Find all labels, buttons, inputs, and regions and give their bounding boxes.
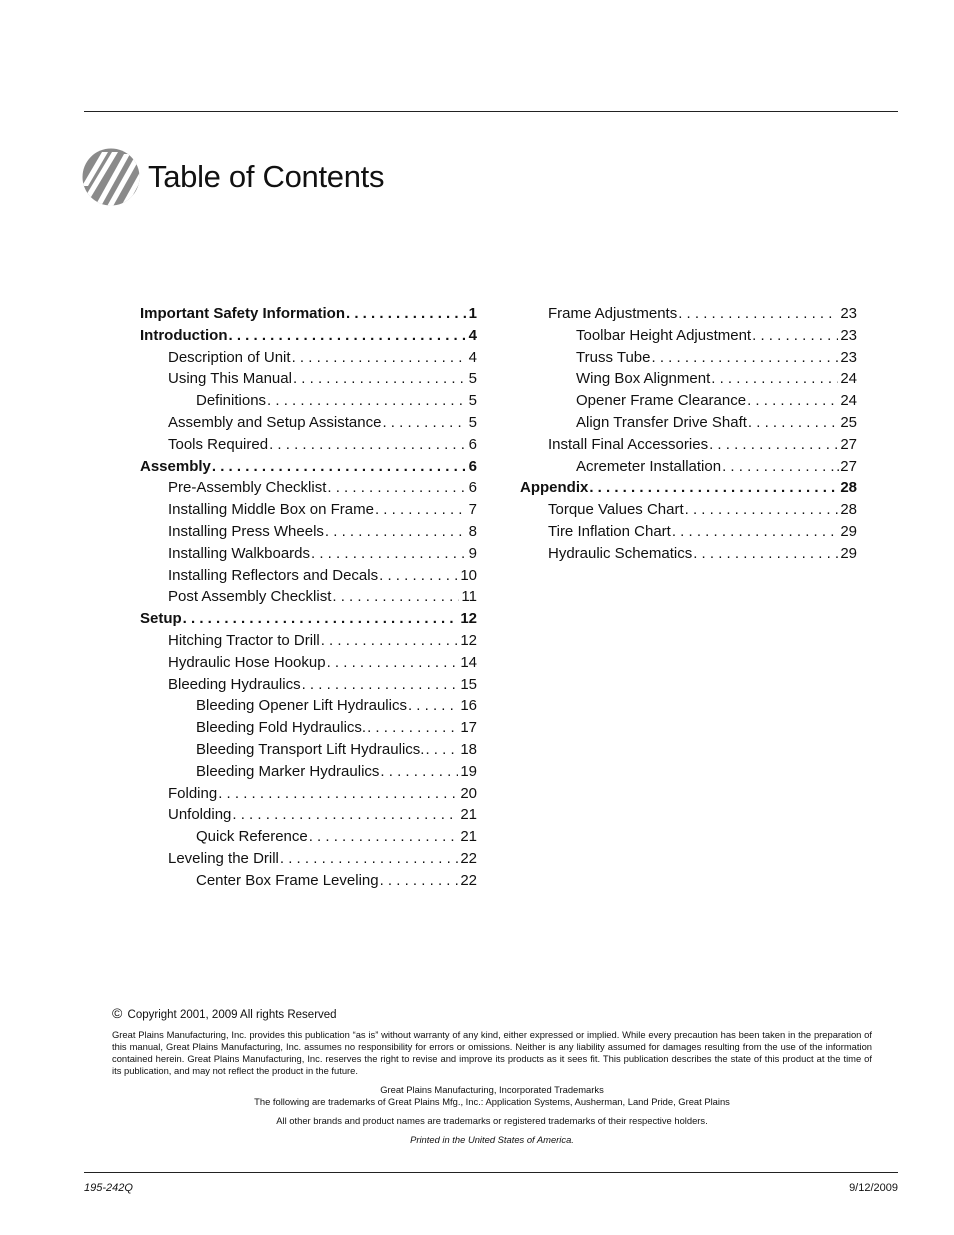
toc-entry [140, 477, 477, 499]
printed-note: Printed in the United States of America. [410, 1134, 574, 1145]
toc-entry [140, 565, 477, 587]
toc-entry-title: Quick Reference [196, 828, 308, 846]
toc-entry-title: Wing Box Alignment [576, 370, 711, 388]
toc-entry-page: 25 [840, 413, 857, 431]
toc-leader-dots [685, 499, 839, 521]
toc-entry-page: 4 [468, 348, 477, 366]
toc-entry [520, 347, 857, 369]
toc-leader-dots [747, 390, 838, 412]
toc-entry-page: 5 [468, 370, 477, 388]
toc-entry-page: 5 [468, 392, 477, 410]
toc-leader-dots [693, 543, 838, 565]
toc-leader-dots [311, 543, 467, 565]
toc-leader-dots [711, 368, 838, 390]
toc-entry-page: 1 [468, 305, 477, 322]
toc-right-column [520, 303, 857, 565]
toc-entry-title: Install Final Accessories [548, 435, 709, 453]
trademarks-heading: Great Plains Manufacturing, Incorporated Trademarks [380, 1084, 604, 1095]
toc-entry [140, 543, 477, 565]
toc-entry-page: 15 [460, 675, 477, 693]
toc-entry-page: 20 [460, 784, 477, 802]
toc-leader-dots [709, 434, 838, 456]
toc-entry-page: 22 [460, 871, 477, 889]
toc-leader-dots [183, 608, 459, 630]
toc-entry-title: Acremeter Installation [576, 457, 722, 475]
toc-entry [140, 586, 477, 608]
toc-entry-page: 21 [460, 806, 477, 824]
toc-leader-dots [302, 674, 459, 696]
toc-leader-dots [293, 368, 467, 390]
toc-entry [520, 543, 857, 565]
toc-entry [520, 368, 857, 390]
toc-entry [140, 652, 477, 674]
toc-leader-dots [375, 499, 467, 521]
toc-entry [520, 456, 857, 478]
toc-leader-dots [382, 412, 466, 434]
toc-entry [520, 303, 857, 325]
copyright-symbol: © [112, 1005, 123, 1021]
toc-leader-dots [280, 848, 458, 870]
toc-entry-page: 12 [460, 610, 477, 628]
toc-left-column [140, 303, 477, 892]
other-brands-note: All other brands and product names are trademarks or registered trademarks of their respective holders. [276, 1115, 708, 1126]
toc-entry-page: 9 [468, 544, 477, 562]
toc-entry [140, 412, 477, 434]
toc-entry-page: 4 [468, 326, 477, 344]
toc-entry-title: Installing Walkboards [168, 544, 311, 562]
toc-entry-title: Important Safety Information [140, 305, 346, 322]
toc-entry-title: Assembly [140, 457, 211, 475]
toc-entry [140, 674, 477, 696]
toc-entry-page: 29 [840, 544, 857, 562]
toc-entry-page: 11 [461, 588, 477, 606]
toc-entry [140, 739, 477, 761]
toc-entry-page: 8 [468, 522, 477, 540]
great-plains-logo-icon [82, 148, 140, 206]
toc-entry-page: 27 [840, 435, 857, 453]
copyright-text: Copyright 2001, 2009 All rights Reserved [127, 1009, 337, 1021]
toc-leader-dots [380, 870, 459, 892]
toc-entry-page: 28 [840, 479, 857, 497]
toc-entry-page: 6 [468, 435, 477, 453]
toc-leader-dots [325, 521, 467, 543]
toc-entry [140, 761, 477, 783]
toc-leader-dots [321, 630, 459, 652]
toc-leader-dots [269, 434, 467, 456]
toc-entry-page: 6 [468, 457, 477, 475]
toc-leader-dots [367, 717, 458, 739]
toc-entry [140, 804, 477, 826]
toc-entry-title: Appendix [520, 479, 589, 497]
toc-entry [520, 477, 857, 499]
toc-entry [520, 390, 857, 412]
toc-entry [140, 325, 477, 347]
toc-entry-page: 6 [468, 479, 477, 497]
toc-entry-page: 14 [460, 653, 477, 671]
toc-entry-page: 24 [840, 392, 857, 410]
toc-entry-title: Align Transfer Drive Shaft [576, 413, 747, 431]
toc-entry-page: 10 [460, 566, 477, 584]
toc-entry-title: Center Box Frame Leveling [196, 871, 379, 889]
toc-entry-title: Using This Manual [168, 370, 292, 388]
toc-entry-page: 28 [840, 501, 857, 519]
toc-entry [140, 826, 477, 848]
document-date: 9/12/2009 [849, 1182, 898, 1194]
toc-leader-dots [672, 521, 838, 543]
toc-entry-title: Bleeding Fold Hydraulics. [196, 719, 367, 737]
toc-entry [140, 456, 477, 478]
toc-entry [520, 499, 857, 521]
toc-entry-page: 12 [460, 631, 477, 649]
toc-entry [140, 717, 477, 739]
toc-leader-dots [292, 347, 467, 369]
toc-entry-title: Installing Press Wheels [168, 522, 324, 540]
toc-entry [520, 434, 857, 456]
top-rule [84, 111, 898, 112]
toc-entry-title: Bleeding Marker Hydraulics [196, 762, 380, 780]
toc-entry [140, 848, 477, 870]
toc-leader-dots [425, 739, 458, 761]
toc-entry-title: Opener Frame Clearance [576, 392, 747, 410]
toc-entry-page: 17 [460, 719, 477, 737]
toc-entry-page: 16 [460, 697, 477, 715]
toc-entry-page: 24 [840, 370, 857, 388]
toc-leader-dots [212, 456, 467, 478]
bottom-rule [84, 1172, 898, 1173]
toc-leader-dots [752, 325, 838, 347]
toc-entry-title: Pre-Assembly Checklist [168, 479, 327, 497]
toc-entry [140, 434, 477, 456]
toc-entry-title: Toolbar Height Adjustment [576, 326, 752, 344]
toc-leader-dots [327, 652, 459, 674]
toc-leader-dots [332, 586, 459, 608]
toc-entry-title: Setup [140, 610, 182, 628]
toc-entry-title: Installing Reflectors and Decals [168, 566, 379, 584]
toc-leader-dots [309, 826, 459, 848]
toc-entry-title: Installing Middle Box on Frame [168, 501, 374, 519]
toc-entry-title: Hydraulic Hose Hookup [168, 653, 326, 671]
document-number: 195-242Q [84, 1182, 133, 1194]
toc-entry-title: Frame Adjustments [548, 305, 678, 322]
toc-entry-title: Tire Inflation Chart [548, 522, 671, 540]
toc-entry-page: 21 [460, 828, 477, 846]
toc-entry-title: Hydraulic Schematics [548, 544, 693, 562]
toc-entry-title: Bleeding Hydraulics [168, 675, 301, 693]
toc-entry-page: 23 [840, 305, 857, 322]
toc-entry-title: Assembly and Setup Assistance [168, 413, 382, 431]
toc-entry-title: Torque Values Chart [548, 501, 684, 519]
toc-entry-title: Post Assembly Checklist [168, 588, 332, 606]
toc-entry [140, 608, 477, 630]
toc-leader-dots [380, 761, 458, 783]
toc-entry-title: Hitching Tractor to Drill [168, 631, 320, 649]
toc-entry-title: Bleeding Opener Lift Hydraulics [196, 697, 407, 715]
trademarks-list: The following are trademarks of Great Plains Mfg., Inc.: Application Systems, Ausherman, Land Pride, Great Plains [254, 1096, 730, 1107]
toc-entry [140, 499, 477, 521]
toc-entry [140, 695, 477, 717]
toc-entry-page: 5 [468, 413, 477, 431]
toc-leader-dots [379, 565, 458, 587]
toc-leader-dots [748, 412, 838, 434]
toc-entry [520, 412, 857, 434]
toc-entry [140, 521, 477, 543]
toc-leader-dots [232, 804, 458, 826]
toc-entry [140, 347, 477, 369]
toc-leader-dots [218, 783, 458, 805]
toc-entry-page: 23 [840, 348, 857, 366]
toc-leader-dots [408, 695, 458, 717]
toc-entry-title: Leveling the Drill [168, 849, 279, 867]
toc-entry-page: 22 [460, 849, 477, 867]
toc-entry-title: Description of Unit [168, 348, 291, 366]
toc-leader-dots [589, 477, 838, 499]
toc-entry-page: 23 [840, 326, 857, 344]
toc-entry [140, 783, 477, 805]
toc-entry [140, 368, 477, 390]
toc-entry-title: Truss Tube [576, 348, 651, 366]
copyright-line [112, 1005, 337, 1021]
disclaimer-text: Great Plains Manufacturing, Inc. provides this publication “as is” without warranty of any kind, either expressed or implied. While every precaution has been taken in the preparation of this manual, Great Plains Manufacturing, Inc. assumes no responsibility for errors or omissions. Neither is any liability assumed for damages resulting from the use of the information contained herein. Great Plains Manufacturing, Inc. reserves the right to revise and improve its products as it sees fit. This publication describes the state of this product at the time of its publication, and may not reflect the product in the future. [112, 1029, 872, 1076]
toc-leader-dots [346, 303, 467, 325]
toc-entry-title: Unfolding [168, 806, 232, 824]
toc-entry-title: Tools Required [168, 435, 269, 453]
toc-leader-dots [651, 347, 838, 369]
toc-entry-title: Bleeding Transport Lift Hydraulics. [196, 740, 425, 758]
toc-entry [140, 303, 477, 325]
toc-leader-dots [228, 325, 466, 347]
toc-entry [140, 390, 477, 412]
toc-leader-dots [327, 477, 466, 499]
toc-leader-dots [267, 390, 467, 412]
toc-entry-page: 29 [840, 522, 857, 540]
toc-entry [520, 521, 857, 543]
toc-entry-page: 7 [468, 501, 477, 519]
toc-entry-title: Introduction [140, 326, 228, 344]
toc-entry-title: Definitions [196, 392, 267, 410]
toc-leader-dots [678, 303, 838, 325]
toc-entry-page: 18 [460, 740, 477, 758]
toc-entry-page: .27 [836, 457, 857, 475]
page-title: Table of Contents [148, 159, 385, 194]
toc-entry-title: Folding [168, 784, 218, 802]
toc-entry [140, 630, 477, 652]
toc-entry-page: 19 [460, 762, 477, 780]
toc-entry [520, 325, 857, 347]
toc-leader-dots [722, 456, 834, 478]
toc-entry [140, 870, 477, 892]
